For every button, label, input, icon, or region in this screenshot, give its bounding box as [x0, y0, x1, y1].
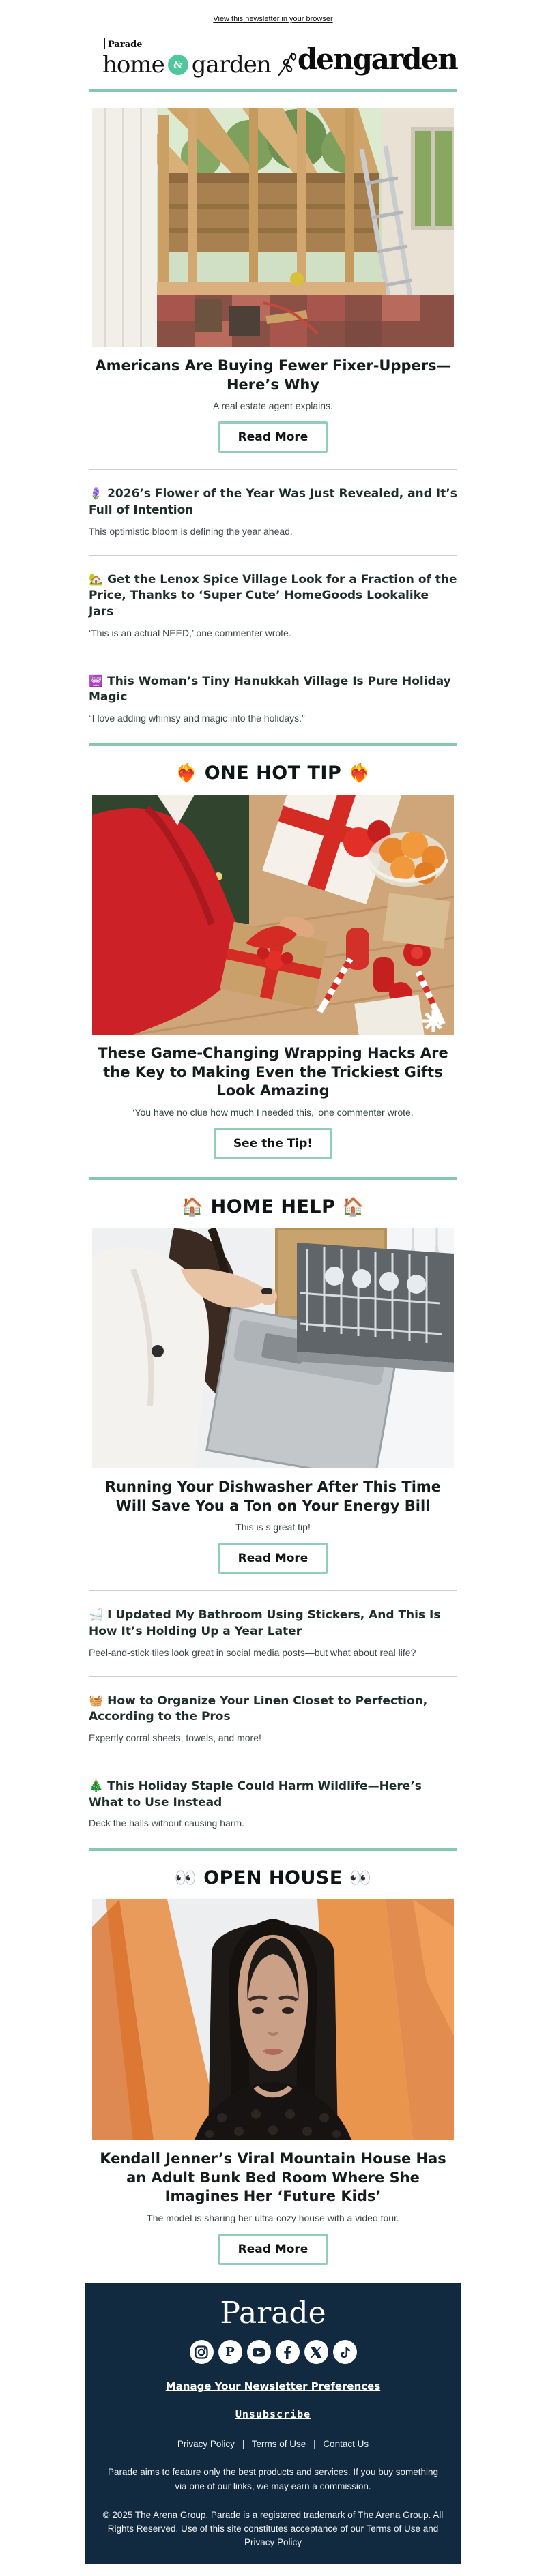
section-header-home-help [0, 1196, 546, 1217]
construction-room-illustration [92, 108, 454, 347]
lead-story-image[interactable] [92, 108, 454, 347]
brand-header [102, 38, 457, 80]
manage-preferences-link[interactable]: Manage Your Newsletter Preferences [165, 2380, 381, 2393]
contact-us-link[interactable]: Contact Us [323, 2439, 369, 2450]
divider [89, 1590, 457, 1591]
open-house-dek: The model is sharing her ultra-cozy house with a video tour. [147, 2212, 399, 2224]
gift-wrapping-illustration [92, 795, 454, 1035]
footer [85, 2283, 461, 2563]
digest-item [89, 674, 457, 726]
home-help-image[interactable] [92, 1228, 454, 1468]
tiktok-icon[interactable] [333, 2340, 357, 2364]
one-hot-tip-dek: ‘You have no clue how much I needed this,’ one commenter wrote. [132, 1106, 414, 1118]
affiliate-disclaimer: Parade aims to feature only the best products and services. If you buy something via one of our links, we may earn a commission. [107, 2467, 439, 2491]
copyright-notice: © 2025 The Arena Group. Parade is a registered trademark of The Arena Group. All Rights Reserved. Use of this site constitutes acceptance of our Terms of Use and Privacy Policy [102, 2509, 444, 2548]
section-title: ONE HOT TIP [204, 762, 342, 784]
digest-item-blurb: “I love adding whimsy and magic into the holidays.” [89, 713, 305, 724]
lead-story-dek: A real estate agent explains. [213, 400, 333, 412]
christmas-tree-emoji-icon: 🎄 [89, 1779, 104, 1793]
home-wordmark: home [102, 51, 164, 78]
section-title: OPEN HOUSE [203, 1867, 343, 1889]
open-house-headline[interactable]: Kendall Jenner’s Viral Mountain House Has an Adult Bunk Bed Room Where She Imagines Her ‘Future Kids’ [100, 2150, 446, 2205]
dishwasher-illustration [92, 1228, 454, 1468]
instagram-icon[interactable] [190, 2340, 214, 2364]
heart-on-fire-emoji-icon: ❤️‍🔥 [348, 763, 371, 784]
digest-item-title[interactable]: 🧺 How to Organize Your Linen Closet to Perfection, According to the Pros [89, 1693, 428, 1724]
house-emoji-icon: 🏠 [342, 1196, 365, 1217]
house-garden-emoji-icon: 🏡 [89, 572, 104, 587]
teal-divider [89, 1177, 457, 1180]
teal-divider [89, 743, 457, 746]
dengarden-logo[interactable]: dengarden [297, 42, 457, 76]
pinterest-icon[interactable]: P [218, 2340, 242, 2364]
link-separator: | [242, 2439, 245, 2450]
eyes-emoji-icon: 👀 [349, 1867, 372, 1889]
bathtub-emoji-icon: 🛁 [89, 1608, 104, 1623]
footer-links-row [101, 2439, 445, 2449]
home-help-read-more-button[interactable]: Read More [218, 1543, 328, 1574]
celebrity-portrait-illustration [92, 1899, 454, 2140]
digest-item [89, 1693, 457, 1745]
eyes-emoji-icon: 👀 [174, 1867, 197, 1889]
section-header-open-house [0, 1867, 546, 1889]
digest-item [89, 1779, 457, 1831]
parade-kicker-label: Parade [108, 40, 143, 50]
digest-item-title[interactable]: 🎄 This Holiday Staple Could Harm Wildlife—Here’s What to Use Instead [89, 1779, 422, 1809]
digest-item-blurb: ‘This is an actual NEED,’ one commenter wrote. [89, 627, 291, 639]
digest-item [89, 486, 457, 538]
unsubscribe-link[interactable]: Unsubscribe [235, 2408, 311, 2421]
open-house-image[interactable] [92, 1899, 454, 2140]
youtube-icon[interactable] [247, 2340, 271, 2364]
digest-item-title[interactable]: 🕎 This Woman’s Tiny Hanukkah Village Is Pure Holiday Magic [89, 674, 451, 705]
digest-item [89, 1608, 457, 1659]
teal-divider [89, 89, 457, 92]
ampersand-badge: & [168, 55, 188, 75]
facebook-icon[interactable] [276, 2340, 300, 2364]
one-hot-tip-headline[interactable]: These Game-Changing Wrapping Hacks Are the Key to Making Even the Trickiest Gifts Look Amazing [98, 1044, 448, 1099]
lead-read-more-button[interactable]: Read More [218, 421, 328, 453]
leaf-sprig-icon [274, 50, 298, 80]
logo-bar [104, 38, 105, 49]
hyacinth-emoji-icon: 🪻 [89, 487, 104, 501]
view-in-browser-link[interactable]: View this newsletter in your browser [213, 15, 333, 23]
see-the-tip-button[interactable]: See the Tip! [214, 1128, 332, 1159]
basket-emoji-icon: 🧺 [89, 1693, 104, 1708]
divider [89, 555, 457, 556]
digest-item-title[interactable]: 🛁 I Updated My Bathroom Using Stickers, And This Is How It’s Holding Up a Year Later [89, 1608, 441, 1639]
digest-item-title[interactable]: 🏡 Get the Lenox Spice Village Look for a Fraction of the Price, Thanks to ‘Super Cute’ HomeGoods Lookalike Jars [89, 572, 457, 619]
divider [89, 1676, 457, 1677]
digest-item [89, 572, 457, 640]
garden-wordmark: garden [191, 51, 271, 78]
house-emoji-icon: 🏠 [181, 1196, 204, 1217]
one-hot-tip-image[interactable] [92, 795, 454, 1035]
social-icons-row [101, 2340, 445, 2364]
open-house-read-more-button[interactable]: Read More [218, 2234, 328, 2265]
digest-item-title[interactable]: 🪻 2026’s Flower of the Year Was Just Revealed, and It’s Full of Intention [89, 487, 457, 518]
digest-item-blurb: Deck the halls without causing harm. [89, 1818, 244, 1829]
view-in-browser-row [0, 10, 546, 31]
digest-item-blurb: Peel-and-stick tiles look great in social media posts—but what about real life? [89, 1646, 416, 1658]
link-separator: | [313, 2439, 316, 2450]
terms-of-use-link[interactable]: Terms of Use [251, 2439, 306, 2450]
heart-on-fire-emoji-icon: ❤️‍🔥 [175, 763, 198, 784]
bottom-padding [0, 2564, 546, 2576]
divider [89, 469, 457, 470]
digest-item-blurb: This optimistic bloom is defining the year ahead. [89, 526, 293, 537]
home-help-headline[interactable]: Running Your Dishwasher After This Time Will Save You a Ton on Your Energy Bill [104, 1478, 442, 1514]
menorah-emoji-icon: 🕎 [89, 674, 104, 688]
x-icon[interactable] [304, 2340, 328, 2364]
parade-home-garden-logo[interactable] [102, 38, 298, 80]
privacy-policy-link[interactable]: Privacy Policy [177, 2439, 235, 2450]
lead-story-headline[interactable]: Americans Are Buying Fewer Fixer-Uppers—Here’s Why [95, 357, 451, 393]
section-header-one-hot-tip [0, 763, 546, 784]
section-title: HOME HELP [210, 1196, 336, 1217]
parade-footer-wordmark: Parade [220, 2296, 326, 2331]
digest-item-blurb: Expertly corral sheets, towels, and more! [89, 1732, 261, 1744]
home-help-dek: This is s great tip! [235, 1522, 311, 1533]
teal-divider [89, 1848, 457, 1851]
